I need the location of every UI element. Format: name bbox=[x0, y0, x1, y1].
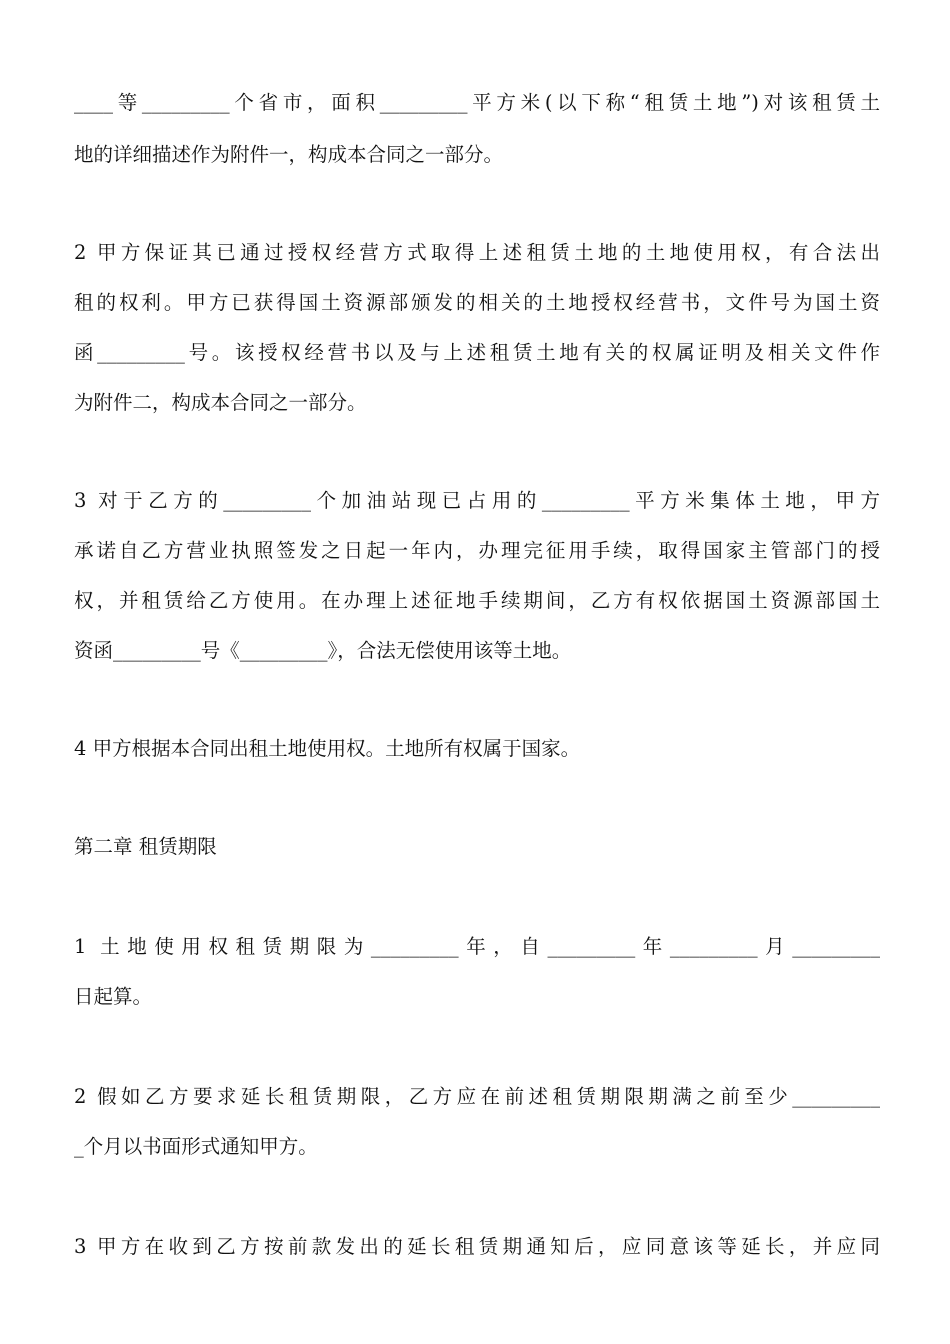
text-line: 租的权利。甲方已获得国土资源部颁发的相关的土地授权经营书，文件号为国土资 bbox=[74, 291, 880, 314]
text-line: 1 土地使用权租赁期限为_________年，自_________年_________月_________ bbox=[74, 935, 880, 958]
text-line: 为附件二，构成本合同之一部分。 bbox=[74, 391, 367, 414]
text-line: 3 对于乙方的_________个加油站现已占用的_________平方米集体土地，甲方 bbox=[74, 489, 880, 512]
text-line: 地的详细描述作为附件一，构成本合同之一部分。 bbox=[74, 143, 504, 166]
text-line: 权，并租赁给乙方使用。在办理上述征地手续期间，乙方有权依据国土资源部国土 bbox=[74, 589, 880, 612]
text-line: _个月以书面形式通知甲方。 bbox=[74, 1135, 318, 1158]
text-line: 2 假如乙方要求延长租赁期限，乙方应在前述租赁期限期满之前至少_________ bbox=[74, 1085, 880, 1108]
text-line: 承诺自乙方营业执照签发之日起一年内，办理完征用手续，取得国家主管部门的授 bbox=[74, 539, 880, 562]
text-line: 函_________号。该授权经营书以及与上述租赁土地有关的权属证明及相关文件作 bbox=[74, 341, 880, 364]
text-line: 2 甲方保证其已通过授权经营方式取得上述租赁土地的土地使用权，有合法出 bbox=[74, 241, 880, 264]
text-line: 日起算。 bbox=[74, 985, 153, 1008]
chapter-heading: 第二章 租赁期限 bbox=[74, 835, 217, 858]
text-line: 4 甲方根据本合同出租土地使用权。土地所有权属于国家。 bbox=[74, 737, 581, 760]
text-line: ____等_________个省市，面积_________平方米(以下称“租赁土地”)对该租赁土 bbox=[74, 91, 880, 114]
text-line: 资函_________号《_________》，合法无偿使用该等土地。 bbox=[74, 639, 572, 662]
text-line: 3 甲方在收到乙方按前款发出的延长租赁期通知后，应同意该等延长，并应同 bbox=[74, 1235, 880, 1258]
